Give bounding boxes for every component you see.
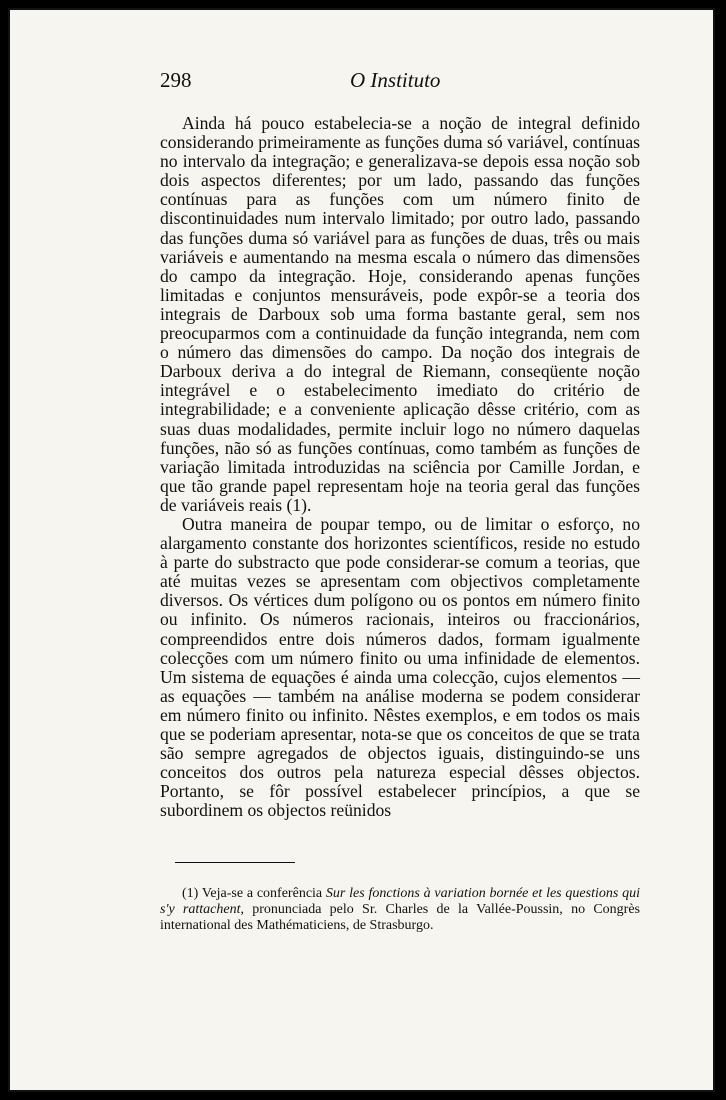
footnote-title: Sur les fonctions à variation bornée et les questions qui s'y rattachent [160,886,640,917]
footnote-separator [175,862,295,863]
running-title: O Instituto [350,68,441,92]
book-page [8,8,715,1092]
footnote [160,886,640,934]
page-number: 298 [160,68,192,92]
footnote-prefix: (1) Veja-se a conferência [182,886,326,901]
body-text [160,114,640,820]
paragraph-2: Outra maneira de poupar tempo, ou de limitar o esforço, no alargamento constante dos horizontes scientíficos, reside no estudo à parte do substracto que pode considerar-se comum a teorias, que até muitas vezes se apresentam com objectivos completamente diversos. Os vértices dum polígono ou os pontos em número finito ou infinito. Os números racionais, inteiros ou fraccionários, compreendidos entre dois números dados, formam igualmente colecções com um número finito ou uma infinidade de elementos. Um sistema de equações é ainda uma colecção, cujos elementos — as equações — também na análise moderna se podem considerar em número finito ou infinito. Nêstes exemplos, e em todos os mais que se poderiam apresentar, nota-se que os conceitos de que se trata são sempre agregados de objectos iguais, distinguindo-se uns conceitos dos outros pela natureza especial dêsses objectos. Portanto, se fôr possível estabelecer princípios, a que se subordinem os objectos reünidos [160,513,640,821]
paragraph-1: Ainda há pouco estabelecia-se a noção de integral definido considerando primeiramente as funções duma só variável, contínuas no intervalo da integração; e generalizava-se depois essa noção sob dois aspectos diferentes; por um lado, passando das funções contínuas para as funções com um número finito de discontinuidades num intervalo limitado; por outro lado, passando das funções duma só variável para as funções de duas, três ou mais variáveis e aumentando na mesma escala o número das dimensões do campo da integração. Hoje, considerando apenas funções limitadas e conjuntos mensuráveis, pode expôr-se a teoria dos integrais de Darboux sob uma forma bastante geral, sem nos preocuparmos com a continuidade da função integranda, nem com o número das dimensões do campo. Da noção dos integrais de Darboux deriva a do integral de Riemann, conseqüente noção integrável e o estabelecimento imediato do critério de integrabilidade; e a conveniente aplicação dêsse critério, com as suas duas modalidades, permite incluir logo no número daquelas funções, não só as funções contínuas, como também as funções de variação limitada introduzidas na sciência por Camille Jordan, e que tão grande papel representam hoje na teoria geral das funções de variáveis reais (1). [160,113,640,515]
footnote-suffix: , pronunciada pelo Sr. Charles de la Vallée-Poussin, no Congrès international des Mathématiciens, de Strasburgo. [160,902,640,933]
page-header [160,68,610,98]
